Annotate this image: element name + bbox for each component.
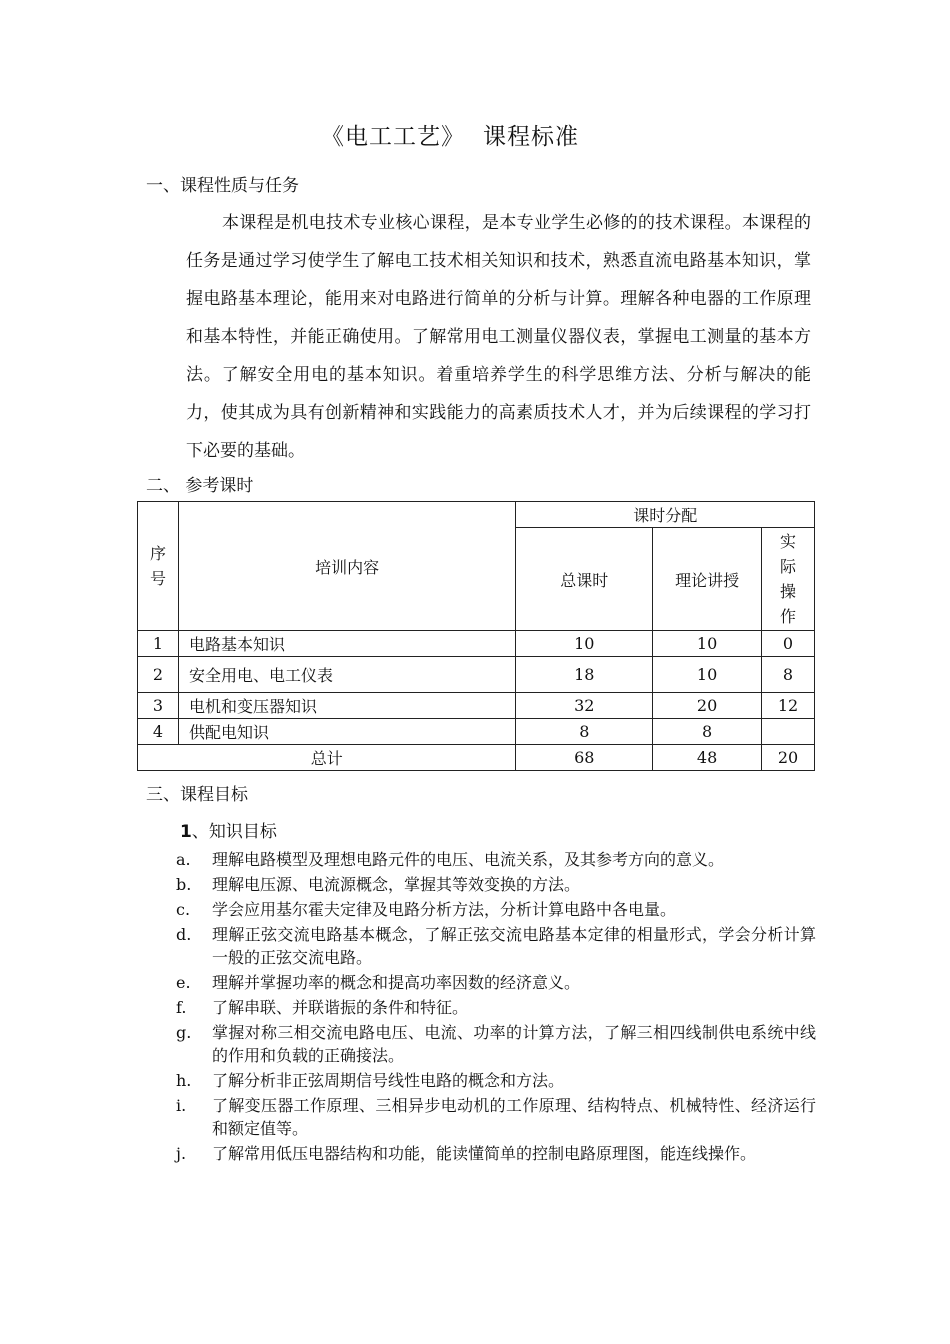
document-title	[0, 118, 900, 151]
table-header-row	[138, 502, 815, 528]
row-theory: 8	[653, 719, 762, 745]
hours-table	[137, 501, 815, 771]
table-summary-row	[138, 745, 815, 771]
list-item	[176, 848, 816, 871]
item-marker: e.	[176, 973, 191, 992]
item-text: 学会应用基尔霍夫定律及电路分析方法，分析计算电路中各电量。	[212, 900, 677, 919]
item-text: 理解电压源、电流源概念，掌握其等效变换的方法。	[212, 875, 581, 894]
list-item	[176, 1021, 816, 1067]
header-index: 序号	[138, 502, 179, 631]
row-content: 安全用电、电工仪表	[178, 657, 515, 693]
row-practice	[762, 719, 815, 745]
list-item	[176, 1142, 816, 1165]
section-paragraph-nature	[186, 204, 811, 470]
row-theory: 20	[653, 693, 762, 719]
title-rest: 课程标准	[483, 124, 579, 150]
table-row	[138, 657, 815, 693]
item-marker: h.	[176, 1071, 192, 1090]
row-content: 电路基本知识	[178, 631, 515, 657]
row-index: 2	[138, 657, 179, 693]
list-item	[176, 923, 816, 969]
header-practice-hours: 实际操作	[762, 528, 815, 631]
table-row	[138, 631, 815, 657]
item-marker: g.	[176, 1023, 192, 1042]
section-heading-nature: 一、课程性质与任务	[146, 176, 299, 196]
item-text: 理解电路模型及理想电路元件的电压、电流关系，及其参考方向的意义。	[212, 850, 725, 869]
item-marker: i.	[176, 1096, 187, 1115]
row-practice: 12	[762, 693, 815, 719]
item-marker: b.	[176, 875, 192, 894]
item-text: 掌握对称三相交流电路电压、电流、功率的计算方法，了解三相四线制供电系统中线的作用和负载的正确接法。	[212, 1023, 816, 1065]
summary-theory: 48	[653, 745, 762, 771]
list-item	[176, 1094, 816, 1140]
list-item	[176, 996, 816, 1019]
row-content: 供配电知识	[178, 719, 515, 745]
summary-label: 总计	[138, 745, 516, 771]
row-theory: 10	[653, 657, 762, 693]
row-content: 电机和变压器知识	[178, 693, 515, 719]
header-theory-hours: 理论讲授	[653, 528, 762, 631]
list-item	[176, 1069, 816, 1092]
header-content: 培训内容	[178, 502, 515, 631]
title-main: 《电工工艺》	[321, 124, 465, 150]
subhead-title: 、知识目标	[191, 822, 277, 842]
list-item	[176, 898, 816, 921]
table-row	[138, 693, 815, 719]
section-heading-goals: 三、课程目标	[146, 785, 248, 805]
list-item	[176, 971, 816, 994]
header-hours-allocation: 课时分配	[516, 502, 815, 528]
row-total: 18	[516, 657, 653, 693]
header-total-hours: 总课时	[516, 528, 653, 631]
summary-total: 68	[516, 745, 653, 771]
item-text: 了解分析非正弦周期信号线性电路的概念和方法。	[212, 1071, 565, 1090]
summary-practice: 20	[762, 745, 815, 771]
item-marker: d.	[176, 925, 192, 944]
item-marker: j.	[176, 1144, 187, 1163]
row-index: 3	[138, 693, 179, 719]
knowledge-goals-list	[176, 848, 816, 1167]
item-marker: f.	[176, 998, 187, 1017]
row-theory: 10	[653, 631, 762, 657]
row-total: 32	[516, 693, 653, 719]
row-index: 1	[138, 631, 179, 657]
row-total: 8	[516, 719, 653, 745]
row-practice: 0	[762, 631, 815, 657]
row-practice: 8	[762, 657, 815, 693]
item-text: 了解常用低压电器结构和功能，能读懂简单的控制电路原理图，能连线操作。	[212, 1144, 757, 1163]
item-text: 理解正弦交流电路基本概念，了解正弦交流电路基本定律的相量形式，学会分析计算一般的正弦交流电路。	[212, 925, 816, 967]
section-heading-hours: 二、 参考课时	[146, 476, 254, 496]
row-index: 4	[138, 719, 179, 745]
list-item	[176, 873, 816, 896]
item-marker: c.	[176, 900, 191, 919]
intro-paragraph: 本课程是机电技术专业核心课程，是本专业学生必修的的技术课程。本课程的任务是通过学习使学生了解电工技术相关知识和技术，熟悉直流电路基本知识，掌握电路基本理论，能用来对电路进行简单的分析与计算。理解各种电器的工作原理和基本特性，并能正确使用。了解常用电工测量仪器仪表，掌握电工测量的基本方法。了解安全用电的基本知识。着重培养学生的科学思维方法、分析与解决的能力，使其成为具有创新精神和实践能力的高素质技术人才，并为后续课程的学习打下必要的基础。	[186, 213, 811, 461]
item-text: 理解并掌握功率的概念和提高功率因数的经济意义。	[212, 973, 581, 992]
row-total: 10	[516, 631, 653, 657]
table-row	[138, 719, 815, 745]
subhead-number: 1	[180, 822, 192, 842]
item-text: 了解变压器工作原理、三相异步电动机的工作原理、结构特点、机械特性、经济运行和额定值等。	[212, 1096, 816, 1138]
item-text: 了解串联、并联谐振的条件和特征。	[212, 998, 469, 1017]
item-marker: a.	[176, 850, 191, 869]
knowledge-goals-heading	[180, 817, 277, 842]
